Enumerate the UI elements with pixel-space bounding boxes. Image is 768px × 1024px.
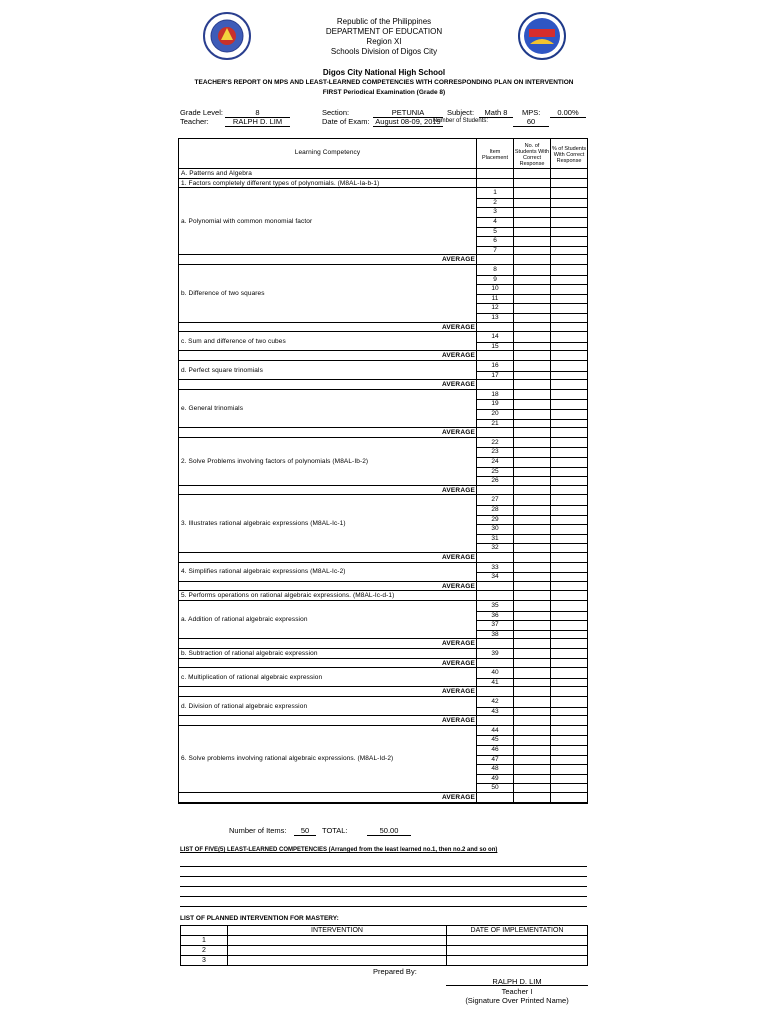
competency-row (179, 361, 587, 380)
item-number: 37 (491, 621, 499, 629)
item-number: 12 (491, 304, 499, 312)
average-row (179, 639, 587, 649)
report-title: TEACHER'S REPORT ON MPS AND LEAST-LEARNED COMPETENCIES WITH CORRESPONDING PLAN ON INTERVENTION (194, 79, 574, 86)
total-label: TOTAL: (322, 826, 348, 835)
item-number: 19 (491, 400, 499, 408)
item-number: 6 (493, 237, 497, 245)
average-label: AVERAGE (441, 659, 475, 667)
item-number: 5 (493, 227, 497, 235)
item-number: 45 (491, 736, 499, 744)
least-learned-line-1 (180, 866, 587, 867)
intervention-col: INTERVENTION (228, 926, 447, 936)
least-learned-line-2 (180, 876, 587, 877)
mps-label: MPS: (522, 108, 541, 117)
col-correct-line3: Correct (522, 155, 542, 161)
item-number: 32 (491, 544, 499, 552)
item-number: 22 (491, 438, 499, 446)
intervention-row-number: 3 (181, 956, 228, 966)
section-label: Section: (322, 108, 350, 117)
col-correct-line4: Response (519, 161, 545, 167)
total-value: 50.00 (367, 826, 411, 836)
item-number: 47 (491, 755, 499, 763)
item-number: 2 (493, 198, 497, 206)
item-number: 16 (491, 362, 499, 369)
average-row (179, 351, 587, 361)
item-number: 43 (491, 707, 499, 715)
competency-row (179, 332, 587, 351)
intervention-cell (228, 956, 447, 966)
competency-row (179, 495, 587, 553)
average-label: AVERAGE (441, 794, 475, 801)
col-correct-line1: No. of (524, 143, 540, 149)
date-cell (447, 936, 588, 946)
item-number: 14 (491, 333, 499, 341)
header-republic: Republic of the Philippines (336, 17, 432, 26)
item-number: 28 (491, 505, 499, 513)
col-percent-line1: % of Students (551, 146, 587, 152)
item-number: 1 (493, 189, 497, 197)
item-number: 50 (491, 784, 499, 792)
competency-heading: A. Patterns and Algebra (181, 170, 252, 177)
item-number: 46 (491, 745, 499, 753)
date-cell (447, 946, 588, 956)
item-number: 9 (493, 275, 497, 283)
average-row (179, 716, 587, 726)
average-row (179, 687, 587, 697)
average-row (179, 793, 587, 803)
exam-title: FIRST Periodical Examination (Grade 8) (322, 89, 446, 96)
competency-label: 4. Simplifies rational algebraic expressions (M8AL-Ic-2) (181, 568, 346, 576)
item-number: 26 (491, 477, 499, 485)
teacher-label: Teacher: (180, 117, 209, 126)
competency-row (179, 390, 587, 428)
subject-value: Math 8 (479, 108, 513, 118)
competency-label: b. Difference of two squares (181, 289, 265, 297)
intervention-cell (228, 946, 447, 956)
signatory-name: RALPH D. LIM (492, 977, 542, 986)
item-number: 10 (491, 285, 499, 293)
items-value: 50 (294, 826, 316, 836)
col-correct-line2: Students With (514, 149, 550, 155)
average-label: AVERAGE (441, 323, 475, 331)
competency-row (179, 601, 587, 639)
competency-label: c. Multiplication of rational algebraic expression (181, 673, 323, 681)
section-value: PETUNIA (373, 108, 443, 118)
average-row (179, 659, 587, 669)
competency-heading: 1. Factors completely different types of polynomials. (M8AL-Ia-b-1) (181, 179, 380, 187)
col-percent (551, 146, 587, 164)
competency-label: d. Perfect square trinomials (181, 366, 263, 374)
col-item-line1: Item (489, 149, 501, 155)
average-label: AVERAGE (441, 352, 475, 360)
average-row (179, 380, 587, 390)
item-number: 48 (491, 765, 499, 773)
heading-row (179, 591, 587, 601)
item-number: 3 (493, 208, 497, 216)
grade-value: 8 (225, 108, 290, 118)
teacher-value: RALPH D. LIM (225, 117, 290, 127)
school-name: Digos City National High School (322, 68, 446, 77)
average-label: AVERAGE (441, 640, 475, 648)
items-label: Number of Items: (229, 826, 287, 835)
col-correct (514, 143, 550, 167)
item-number: 17 (491, 371, 499, 379)
competency-heading: 5. Performs operations on rational algebraic expressions. (M8AL-Ic-d-1) (181, 592, 395, 600)
item-number: 41 (491, 678, 499, 686)
intervention-table (180, 925, 588, 966)
competency-row (179, 649, 587, 659)
competency-table (178, 138, 588, 804)
average-row (179, 428, 587, 438)
intervention-num-head (181, 926, 228, 936)
competency-row (179, 563, 587, 582)
col-item-line2: Placement (482, 155, 508, 161)
header-division: Schools Division of Digos City (330, 47, 438, 56)
date-value: August 08-09, 2019 (373, 117, 443, 127)
intervention-title: LIST OF PLANNED INTERVENTION FOR MASTERY: (180, 915, 339, 922)
date-cell (447, 956, 588, 966)
item-number: 33 (491, 563, 499, 571)
item-number: 20 (491, 409, 499, 417)
least-learned-line-4 (180, 896, 587, 897)
average-row (179, 582, 587, 592)
item-number: 23 (491, 448, 499, 456)
intervention-row (181, 936, 588, 946)
header-region: Region XI (366, 37, 402, 46)
item-number: 24 (491, 457, 499, 465)
item-number: 38 (491, 630, 499, 638)
competency-row (179, 668, 587, 687)
least-learned-line-5 (180, 906, 587, 907)
competency-label: a. Polynomial with common monomial factor (181, 217, 313, 225)
competency-label: a. Addition of rational algebraic expression (181, 616, 308, 624)
mps-value: 0.00% (550, 108, 586, 118)
average-label: AVERAGE (441, 582, 475, 590)
average-label: AVERAGE (441, 429, 475, 437)
item-number: 25 (491, 467, 499, 475)
competency-label: d. Division of rational algebraic expression (181, 702, 308, 710)
item-number: 35 (491, 602, 499, 609)
signature-caption: (Signature Over Printed Name) (465, 996, 569, 1005)
average-label: AVERAGE (441, 381, 475, 389)
item-number: 30 (491, 525, 499, 533)
competency-row (179, 697, 587, 716)
item-number: 29 (491, 515, 499, 523)
intervention-row-number: 2 (181, 946, 228, 956)
item-number: 31 (491, 534, 499, 542)
col-percent-line3: Response (556, 158, 582, 164)
item-number: 15 (491, 342, 499, 350)
least-learned-title: LIST OF FIVE(5) LEAST-LEARNED COMPETENCIES (Arranged from the least learned no.1, then no.2 and so on) (180, 847, 498, 853)
col-competency: Learning Competency (294, 149, 361, 156)
average-row (179, 323, 587, 333)
average-label: AVERAGE (441, 717, 475, 725)
item-number: 4 (493, 217, 497, 225)
competency-label: 3. Illustrates rational algebraic expressions (M8AL-Ic-1) (181, 520, 346, 528)
average-row (179, 553, 587, 563)
subject-label: Subject: (447, 108, 475, 117)
competency-label: c. Sum and difference of two cubes (181, 337, 286, 345)
date-label: Date of Exam: (322, 117, 370, 126)
prepared-by: Prepared By: (373, 967, 417, 976)
item-number: 40 (491, 669, 499, 677)
competency-row (179, 265, 587, 323)
intervention-header (181, 926, 588, 936)
students-value: 60 (513, 117, 549, 127)
heading-row (179, 169, 587, 179)
item-number: 36 (491, 611, 499, 619)
average-label: AVERAGE (441, 688, 475, 696)
intervention-row (181, 956, 588, 966)
item-number: 13 (491, 314, 499, 321)
competency-label: b. Subtraction of rational algebraic expression (181, 649, 318, 657)
competency-row (179, 726, 587, 793)
competency-row (179, 438, 587, 486)
intervention-cell (228, 936, 447, 946)
competency-label: 6. Solve problems involving rational algebraic expressions. (M8AL-Id-2) (181, 755, 394, 763)
date-col: DATE OF IMPLEMENTATION (447, 926, 588, 936)
intervention-row (181, 946, 588, 956)
average-label: AVERAGE (441, 554, 475, 561)
competency-label: 2. Solve Problems involving factors of polynomials (M8AL-Ib-2) (181, 457, 369, 465)
signatory-position: Teacher I (501, 987, 533, 996)
average-row (179, 486, 587, 496)
item-number: 42 (491, 698, 499, 705)
item-number: 27 (491, 496, 499, 504)
item-number: 39 (491, 650, 499, 657)
col-item (477, 149, 513, 161)
table-header-row (179, 139, 587, 169)
item-number: 7 (493, 246, 497, 254)
intervention-row-number: 1 (181, 936, 228, 946)
least-learned-line-3 (180, 886, 587, 887)
item-number: 8 (493, 266, 497, 273)
item-number: 49 (491, 774, 499, 782)
grade-label: Grade Level: (180, 108, 223, 117)
competency-row (179, 188, 587, 255)
average-label: AVERAGE (441, 486, 475, 494)
heading-row (179, 179, 587, 189)
average-row (179, 255, 587, 265)
col-percent-line2: With Correct (553, 152, 585, 158)
item-number: 44 (491, 726, 499, 734)
item-number: 18 (491, 390, 499, 398)
header-deped: DEPARTMENT OF EDUCATION (325, 27, 443, 36)
average-label: AVERAGE (441, 256, 475, 264)
item-number: 11 (491, 294, 499, 302)
competency-label: e. General trinomials (181, 404, 244, 412)
item-number: 21 (491, 419, 499, 427)
item-number: 34 (491, 573, 499, 581)
students-label: Number of Students: (433, 118, 489, 124)
